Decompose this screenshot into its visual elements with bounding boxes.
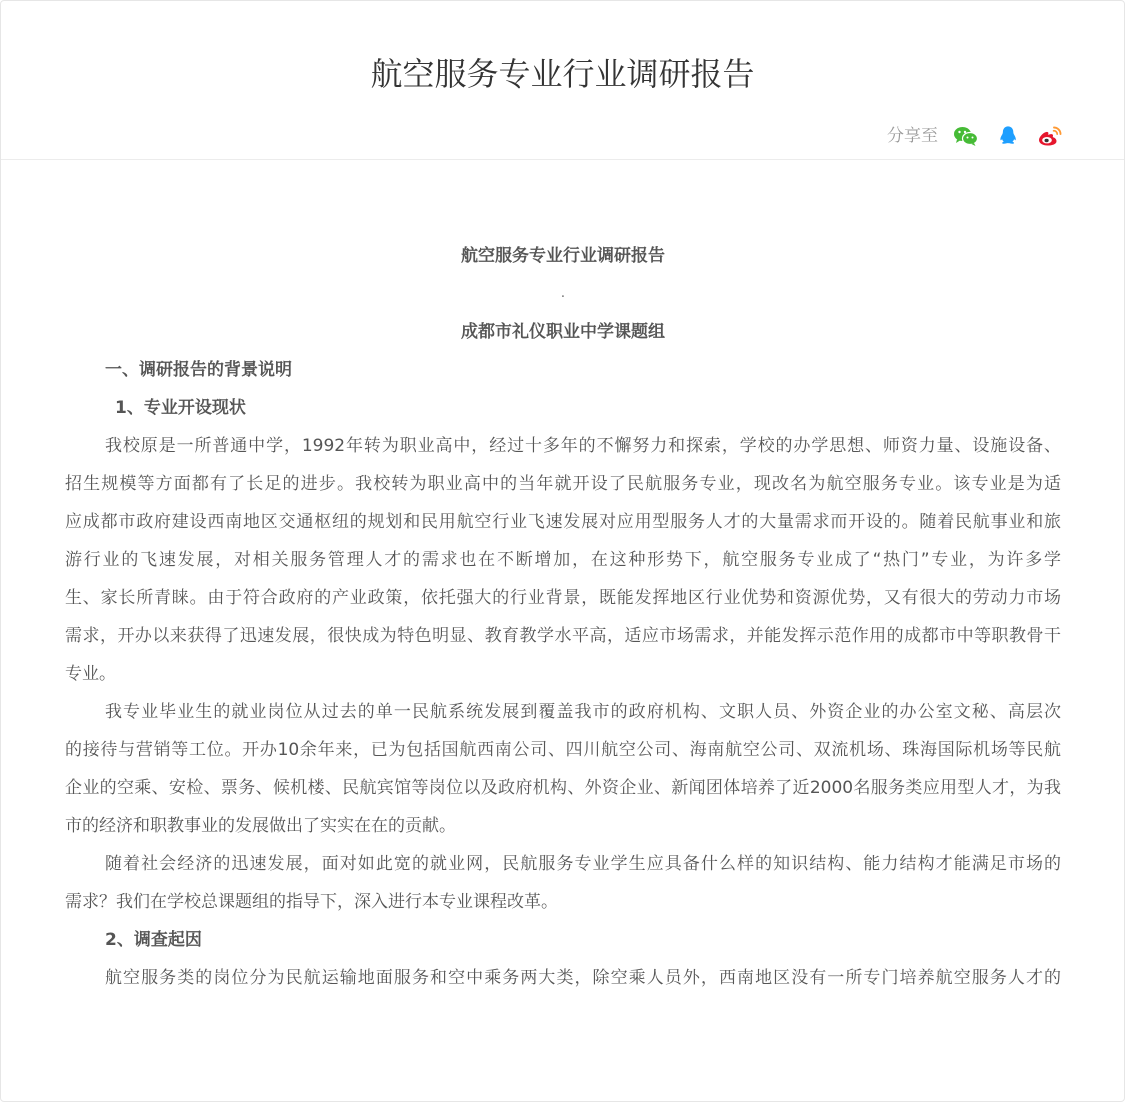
paragraph: [65, 693, 1061, 845]
share-label: 分享至: [887, 126, 938, 146]
share-wechat-button[interactable]: [953, 124, 979, 148]
paragraph-line: 航空服务类的岗位分为民航运输地面服务和空中乘务两大类，除空乘人员外，西南地区没有一所专门培养航空服务人才的: [105, 968, 1061, 988]
paragraph-line: 需求，开办以来获得了迅速发展，很快成为特色明显、教育教学水平高，适应市场需求，并能发挥示范作用的成都市中等职教骨干: [65, 626, 1061, 646]
paragraph-line: 招生规模等方面都有了长足的进步。我校转为职业高中的当年就开设了民航服务专业，现改名为航空服务专业。该专业是为适: [65, 474, 1061, 494]
article-separator: .: [560, 286, 566, 301]
share-weibo-button[interactable]: [1037, 124, 1063, 148]
paragraph: [65, 845, 1061, 921]
paragraph-line: 应成都市政府建设西南地区交通枢纽的规划和民用航空行业飞速发展对应用型服务人才的大量需求而开设的。随着民航事业和旅: [65, 512, 1061, 532]
subsection-title: 1、专业开设现状: [115, 398, 246, 418]
section-title: 一、调研报告的背景说明: [105, 360, 292, 380]
share-qq-button[interactable]: [997, 124, 1019, 148]
wechat-icon: [953, 124, 979, 148]
paragraph-line: 需求？我们在学校总课题组的指导下，深入进行本专业课程改革。: [65, 892, 558, 912]
qq-icon: [997, 124, 1019, 148]
paragraph-line: 专业。: [65, 664, 116, 684]
paragraph-line: 企业的空乘、安检、票务、候机楼、民航宾馆等岗位以及政府机构、外资企业、新闻团体培养了近2000名服务类应用型人才，为我: [65, 778, 1061, 798]
paragraph-line: 的接待与营销等工位。开办10余年来，已为包括国航西南公司、四川航空公司、海南航空公司、双流机场、珠海国际机场等民航: [65, 740, 1061, 760]
paragraph: [65, 959, 1061, 997]
paragraph-line: 我校原是一所普通中学，1992年转为职业高中，经过十多年的不懈努力和探索，学校的办学思想、师资力量、设施设备、: [105, 436, 1061, 456]
paragraph-line: 我专业毕业生的就业岗位从过去的单一民航系统发展到覆盖我市的政府机构、文职人员、外资企业的办公室文秘、高层次: [105, 702, 1061, 722]
article-heading: 航空服务专业行业调研报告: [461, 246, 665, 266]
paragraph-line: 生、家长所青睐。由于符合政府的产业政策，依托强大的行业背景，既能发挥地区行业优势和资源优势，又有很大的劳动力市场: [65, 588, 1061, 608]
article-body: [1, 160, 1124, 997]
subsection-title: 2、调查起因: [105, 930, 202, 950]
paragraph-line: 游行业的飞速发展，对相关服务管理人才的需求也在不断增加，在这种形势下，航空服务专业成了“热门”专业，为许多学: [65, 550, 1061, 570]
share-bar: [887, 124, 1063, 148]
paragraph-line: 随着社会经济的迅速发展，面对如此宽的就业网，民航服务专业学生应具备什么样的知识结构、能力结构才能满足市场的: [105, 854, 1061, 874]
article-header: [1, 1, 1124, 160]
page-title: 航空服务专业行业调研报告: [370, 55, 755, 93]
article-author: 成都市礼仪职业中学课题组: [461, 322, 665, 342]
paragraph-line: 市的经济和职教事业的发展做出了实实在在的贡献。: [65, 816, 456, 836]
weibo-icon: [1037, 124, 1063, 148]
paragraph: [65, 427, 1061, 693]
